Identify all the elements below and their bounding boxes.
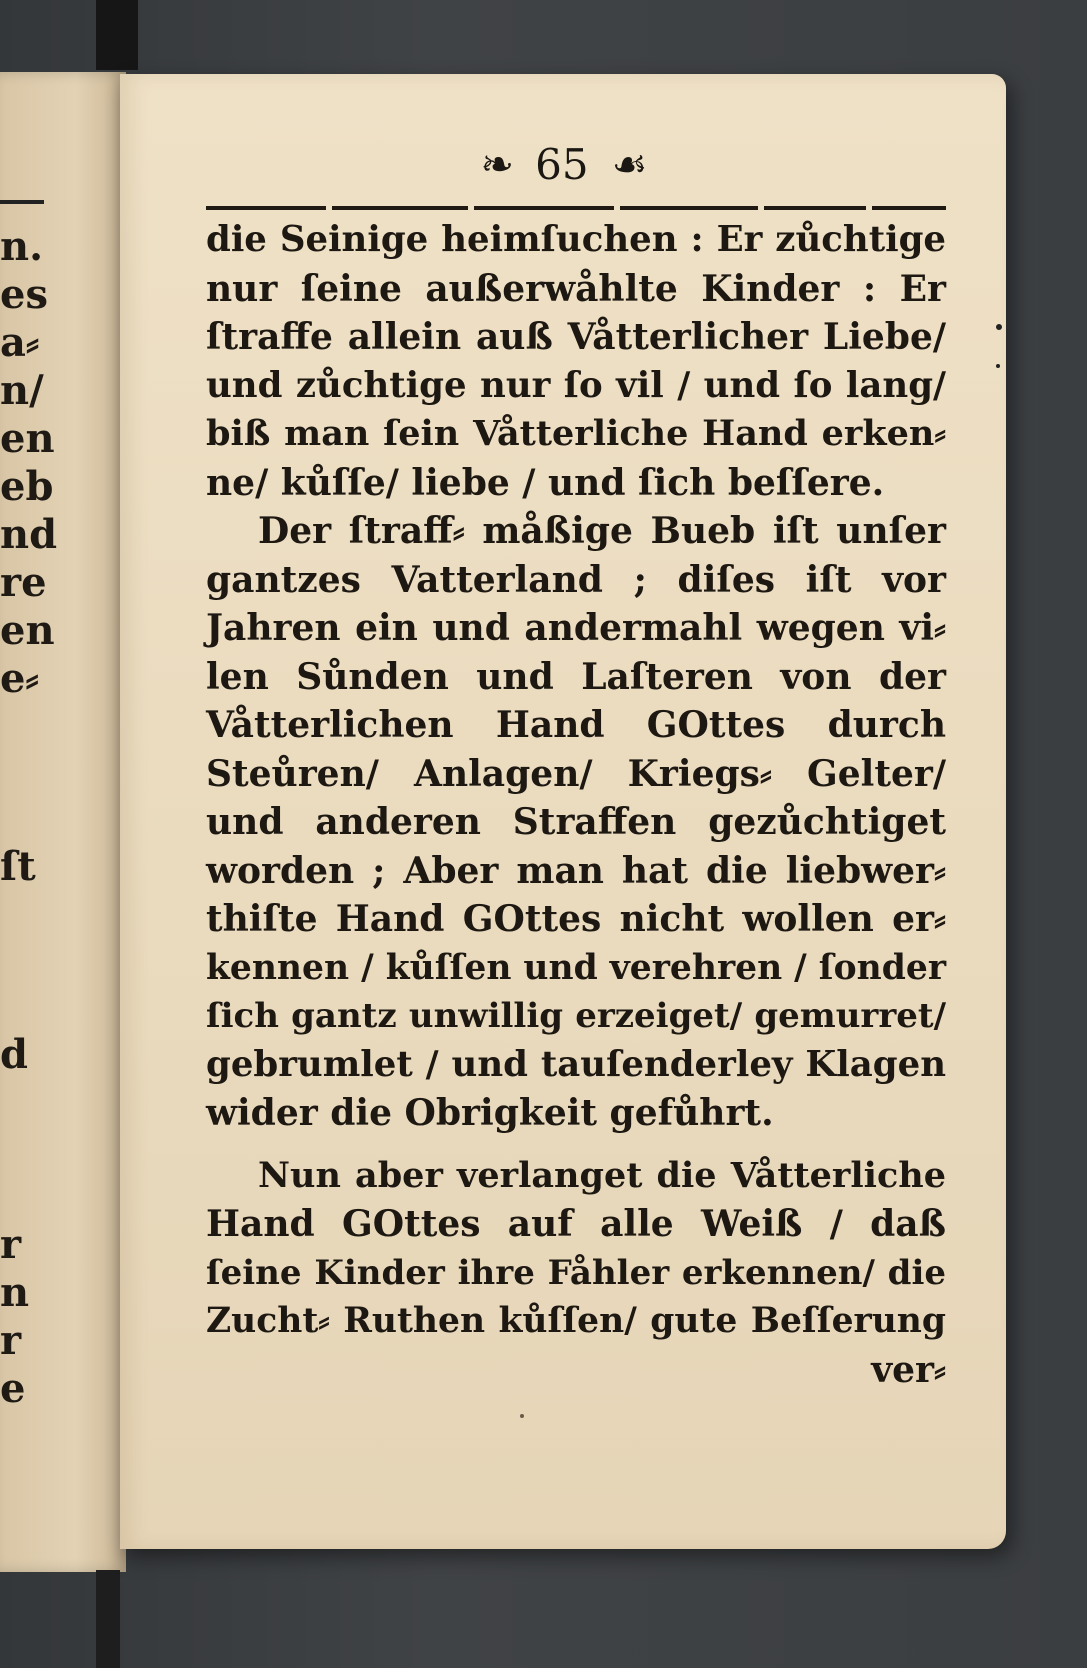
- left-fragment: e: [0, 1365, 26, 1412]
- left-fragment: d: [0, 1031, 28, 1078]
- text-line: thiſte Hand GOttes nicht wollen er⸗: [206, 898, 946, 940]
- paper-speck: [520, 1414, 524, 1418]
- text-line: und anderen Straffen gezůchtiget: [206, 801, 946, 843]
- text-line: len Sůnden und Laſteren von der: [206, 655, 946, 698]
- paragraph-1: [206, 216, 946, 507]
- text-line: wider die Obrigkeit gefůhrt.: [206, 1092, 774, 1134]
- text-line: gantzes Vatterland ; diſes iſt vor: [206, 558, 946, 601]
- left-fragment: a⸗: [0, 319, 40, 366]
- text-line: nur ſeine außerwåhlte Kinder : Er: [206, 267, 946, 310]
- ruler-bottom: [96, 1570, 120, 1668]
- left-fragment: e⸗: [0, 655, 39, 702]
- text-line: ne/ kůſſe/ liebe / und ſich beſſere.: [206, 461, 885, 504]
- paper-speck: [996, 324, 1002, 330]
- left-fragment: n/: [0, 367, 44, 414]
- text-line: ſtraffe allein auß Våtterlicher Liebe/: [206, 316, 946, 358]
- text-line: Der ſtraff⸗ måßige Bueb iſt unſer: [258, 510, 946, 552]
- left-fragment: r: [0, 1221, 22, 1268]
- left-page: [0, 72, 126, 1572]
- text-line: Jahren ein und andermahl wegen vi⸗: [206, 607, 946, 649]
- text-line: ſeine Kinder ihre Fåhler erkennen/ die: [206, 1252, 946, 1293]
- ornament-right-icon: ☙: [611, 141, 646, 188]
- left-fragment: r: [0, 1317, 22, 1364]
- page-number: 65: [535, 140, 589, 189]
- text-line: Zucht⸗ Ruthen kůſſen/ gute Beſſerung: [206, 1301, 946, 1341]
- left-fragment: re: [0, 559, 47, 606]
- left-fragment: eb: [0, 463, 54, 510]
- text-line: gebrumlet / und tauſenderley Klagen: [206, 1043, 946, 1085]
- catchword: ver⸗: [871, 1348, 946, 1391]
- text-line: kennen / kůſſen und verehren / ſonder: [206, 947, 946, 988]
- text-line: und zůchtige nur ſo vil / und ſo lang/: [206, 364, 946, 406]
- left-fragment: en: [0, 607, 55, 654]
- left-page-rule: [0, 200, 44, 204]
- paper-speck: [996, 364, 1000, 368]
- left-fragment: ſt: [0, 843, 36, 890]
- header-rule: [206, 206, 946, 210]
- text-line: Steůren/ Anlagen/ Kriegs⸗ Gelter/: [206, 752, 946, 795]
- right-page: [120, 74, 1006, 1549]
- left-fragment: es: [0, 271, 48, 318]
- text-line: Nun aber verlanget die Våtterliche: [258, 1154, 946, 1196]
- left-fragment: n: [0, 1269, 30, 1316]
- left-fragment: nd: [0, 511, 58, 558]
- text-line: worden ; Aber man hat die liebwer⸗: [206, 849, 946, 892]
- text-line: biß man ſein Våtterliche Hand erken⸗: [206, 413, 946, 454]
- paragraph-2: [206, 507, 946, 1138]
- text-line: ſich gantz unwillig erzeiget/ gemurret/: [206, 996, 946, 1036]
- page-header: [120, 140, 1006, 200]
- paragraph-3: [206, 1152, 946, 1346]
- body-text: [206, 216, 946, 1394]
- text-line: Hand GOttes auf alle Weiß / daß: [206, 1203, 946, 1245]
- text-line: Våtterlichen Hand GOttes durch: [206, 704, 946, 746]
- text-line: die Seinige heimſuchen : Er zůchtige: [206, 219, 946, 260]
- ruler-top: [96, 0, 138, 70]
- ornament-left-icon: ❧: [480, 141, 512, 188]
- left-fragment: n.: [0, 223, 44, 270]
- left-fragment: en: [0, 415, 55, 462]
